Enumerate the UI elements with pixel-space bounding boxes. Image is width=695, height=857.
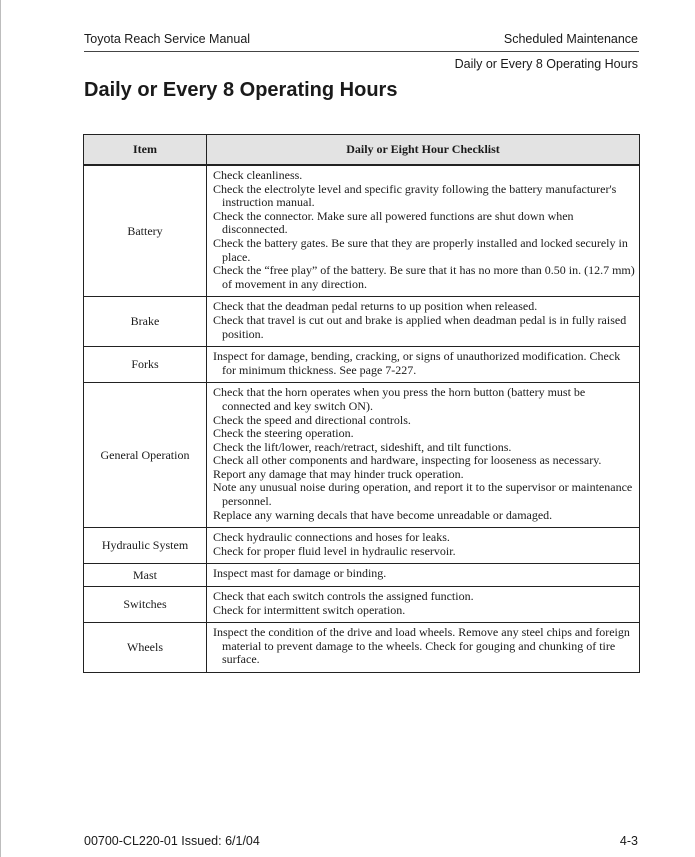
- row-item-name: Forks: [84, 347, 207, 383]
- checklist-line: Check the battery gates. Be sure that they are properly installed and locked securely in place.: [213, 235, 628, 264]
- checklist-line: Check cleanliness.: [213, 168, 303, 182]
- checklist-line: Check the speed and directional controls.: [213, 412, 411, 427]
- header-divider: [84, 51, 639, 52]
- checklist-table: [83, 134, 640, 673]
- checklist-line: Inspect for damage, bending, cracking, or signs of unauthorized modification. Check for minimum thickness. See page 7-227.: [213, 349, 621, 377]
- table-row: [84, 383, 640, 528]
- row-item-name: Switches: [84, 587, 207, 623]
- table-row: [84, 587, 640, 623]
- row-checklist-cell: [207, 587, 640, 623]
- row-item-name: Battery: [84, 165, 207, 297]
- table-body: [84, 165, 640, 673]
- checklist-table-container: [83, 134, 640, 673]
- section-title: Scheduled Maintenance: [503, 32, 638, 46]
- document-id: 00700-CL220-01 Issued: 6/1/04: [84, 834, 260, 848]
- checklist-line: Check the connector. Make sure all powered functions are shut down when disconnected.: [213, 208, 574, 237]
- checklist-line: Check the steering operation.: [213, 426, 354, 441]
- checklist-line: Check the “free play” of the battery. Be sure that it has no more than 0.50 in. (12.7 mm) of movement in any direction.: [213, 263, 635, 291]
- row-item-name: Hydraulic System: [84, 528, 207, 564]
- page-title: Daily or Every 8 Operating Hours: [84, 79, 398, 101]
- row-checklist-cell: [207, 297, 640, 347]
- row-checklist-cell: [207, 383, 640, 528]
- table-header-row: [84, 135, 640, 166]
- checklist-line: Check all other components and hardware, inspecting for looseness as necessary.: [213, 453, 602, 468]
- table-row: [84, 347, 640, 383]
- checklist-line: Inspect mast for damage or binding.: [213, 566, 387, 581]
- manual-title: Toyota Reach Service Manual: [84, 32, 251, 46]
- table-row: [84, 528, 640, 564]
- row-item-name: Mast: [84, 564, 207, 587]
- table-row: [84, 564, 640, 587]
- subsection-title: Daily or Every 8 Operating Hours: [454, 57, 638, 71]
- checklist-line: Replace any warning decals that have become unreadable or damaged.: [213, 507, 553, 522]
- column-header-checklist: Daily or Eight Hour Checklist: [207, 135, 640, 166]
- checklist-line: Inspect the condition of the drive and load wheels. Remove any steel chips and foreign material to prevent damage to the wheels. Check for gouging and chunking of tire surface.: [213, 625, 630, 667]
- table-row: [84, 165, 640, 297]
- checklist-line: Check the electrolyte level and specific gravity following the battery manufacturer's instruction manual.: [213, 181, 617, 210]
- row-checklist-cell: [207, 623, 640, 673]
- column-header-item: Item: [84, 135, 207, 166]
- row-item-name: General Operation: [84, 383, 207, 528]
- row-item-name: Brake: [84, 297, 207, 347]
- checklist-line: Check hydraulic connections and hoses for leaks.: [213, 530, 450, 545]
- checklist-line: Note any unusual noise during operation, and report it to the supervisor or maintenance personnel.: [213, 480, 633, 509]
- checklist-line: Check that travel is cut out and brake is applied when deadman pedal is in fully raised position.: [213, 312, 627, 341]
- checklist-line: Check that each switch controls the assigned function.: [213, 589, 474, 604]
- page-number: 4-3: [619, 834, 638, 848]
- checklist-line: Check for proper fluid level in hydraulic reservoir.: [213, 543, 456, 558]
- checklist-line: Check that the horn operates when you press the horn button (battery must be connected and key switch ON).: [213, 385, 586, 413]
- row-checklist-cell: [207, 528, 640, 564]
- checklist-line: Check that the deadman pedal returns to up position when released.: [213, 299, 538, 314]
- row-checklist-cell: [207, 165, 640, 297]
- checklist-line: Check for intermittent switch operation.: [213, 602, 406, 617]
- row-checklist-cell: [207, 347, 640, 383]
- table-row: [84, 623, 640, 673]
- checklist-line: Check the lift/lower, reach/retract, sideshift, and tilt functions.: [213, 439, 512, 454]
- page-edge-rule: [0, 0, 1, 857]
- checklist-line: Report any damage that may hinder truck operation.: [213, 466, 464, 481]
- row-checklist-cell: [207, 564, 640, 587]
- table-row: [84, 297, 640, 347]
- row-item-name: Wheels: [84, 623, 207, 673]
